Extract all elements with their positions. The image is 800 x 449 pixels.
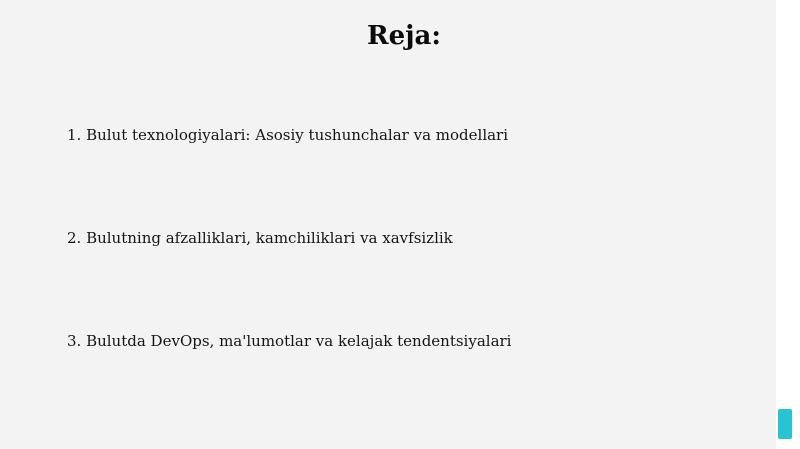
scrollbar-track[interactable] — [776, 0, 800, 449]
agenda-item-3: 3. Bulutda DevOps, ma'lumotlar va kelajak tendentsiyalari — [67, 332, 512, 350]
agenda-item-1: 1. Bulut texnologiyalari: Asosiy tushunchalar va modellari — [67, 126, 509, 144]
slide-title: Reja: — [366, 21, 441, 51]
scrollbar-thumb[interactable] — [778, 409, 792, 439]
agenda-item-2: 2. Bulutning afzalliklari, kamchiliklari va xavfsizlik — [67, 229, 453, 247]
